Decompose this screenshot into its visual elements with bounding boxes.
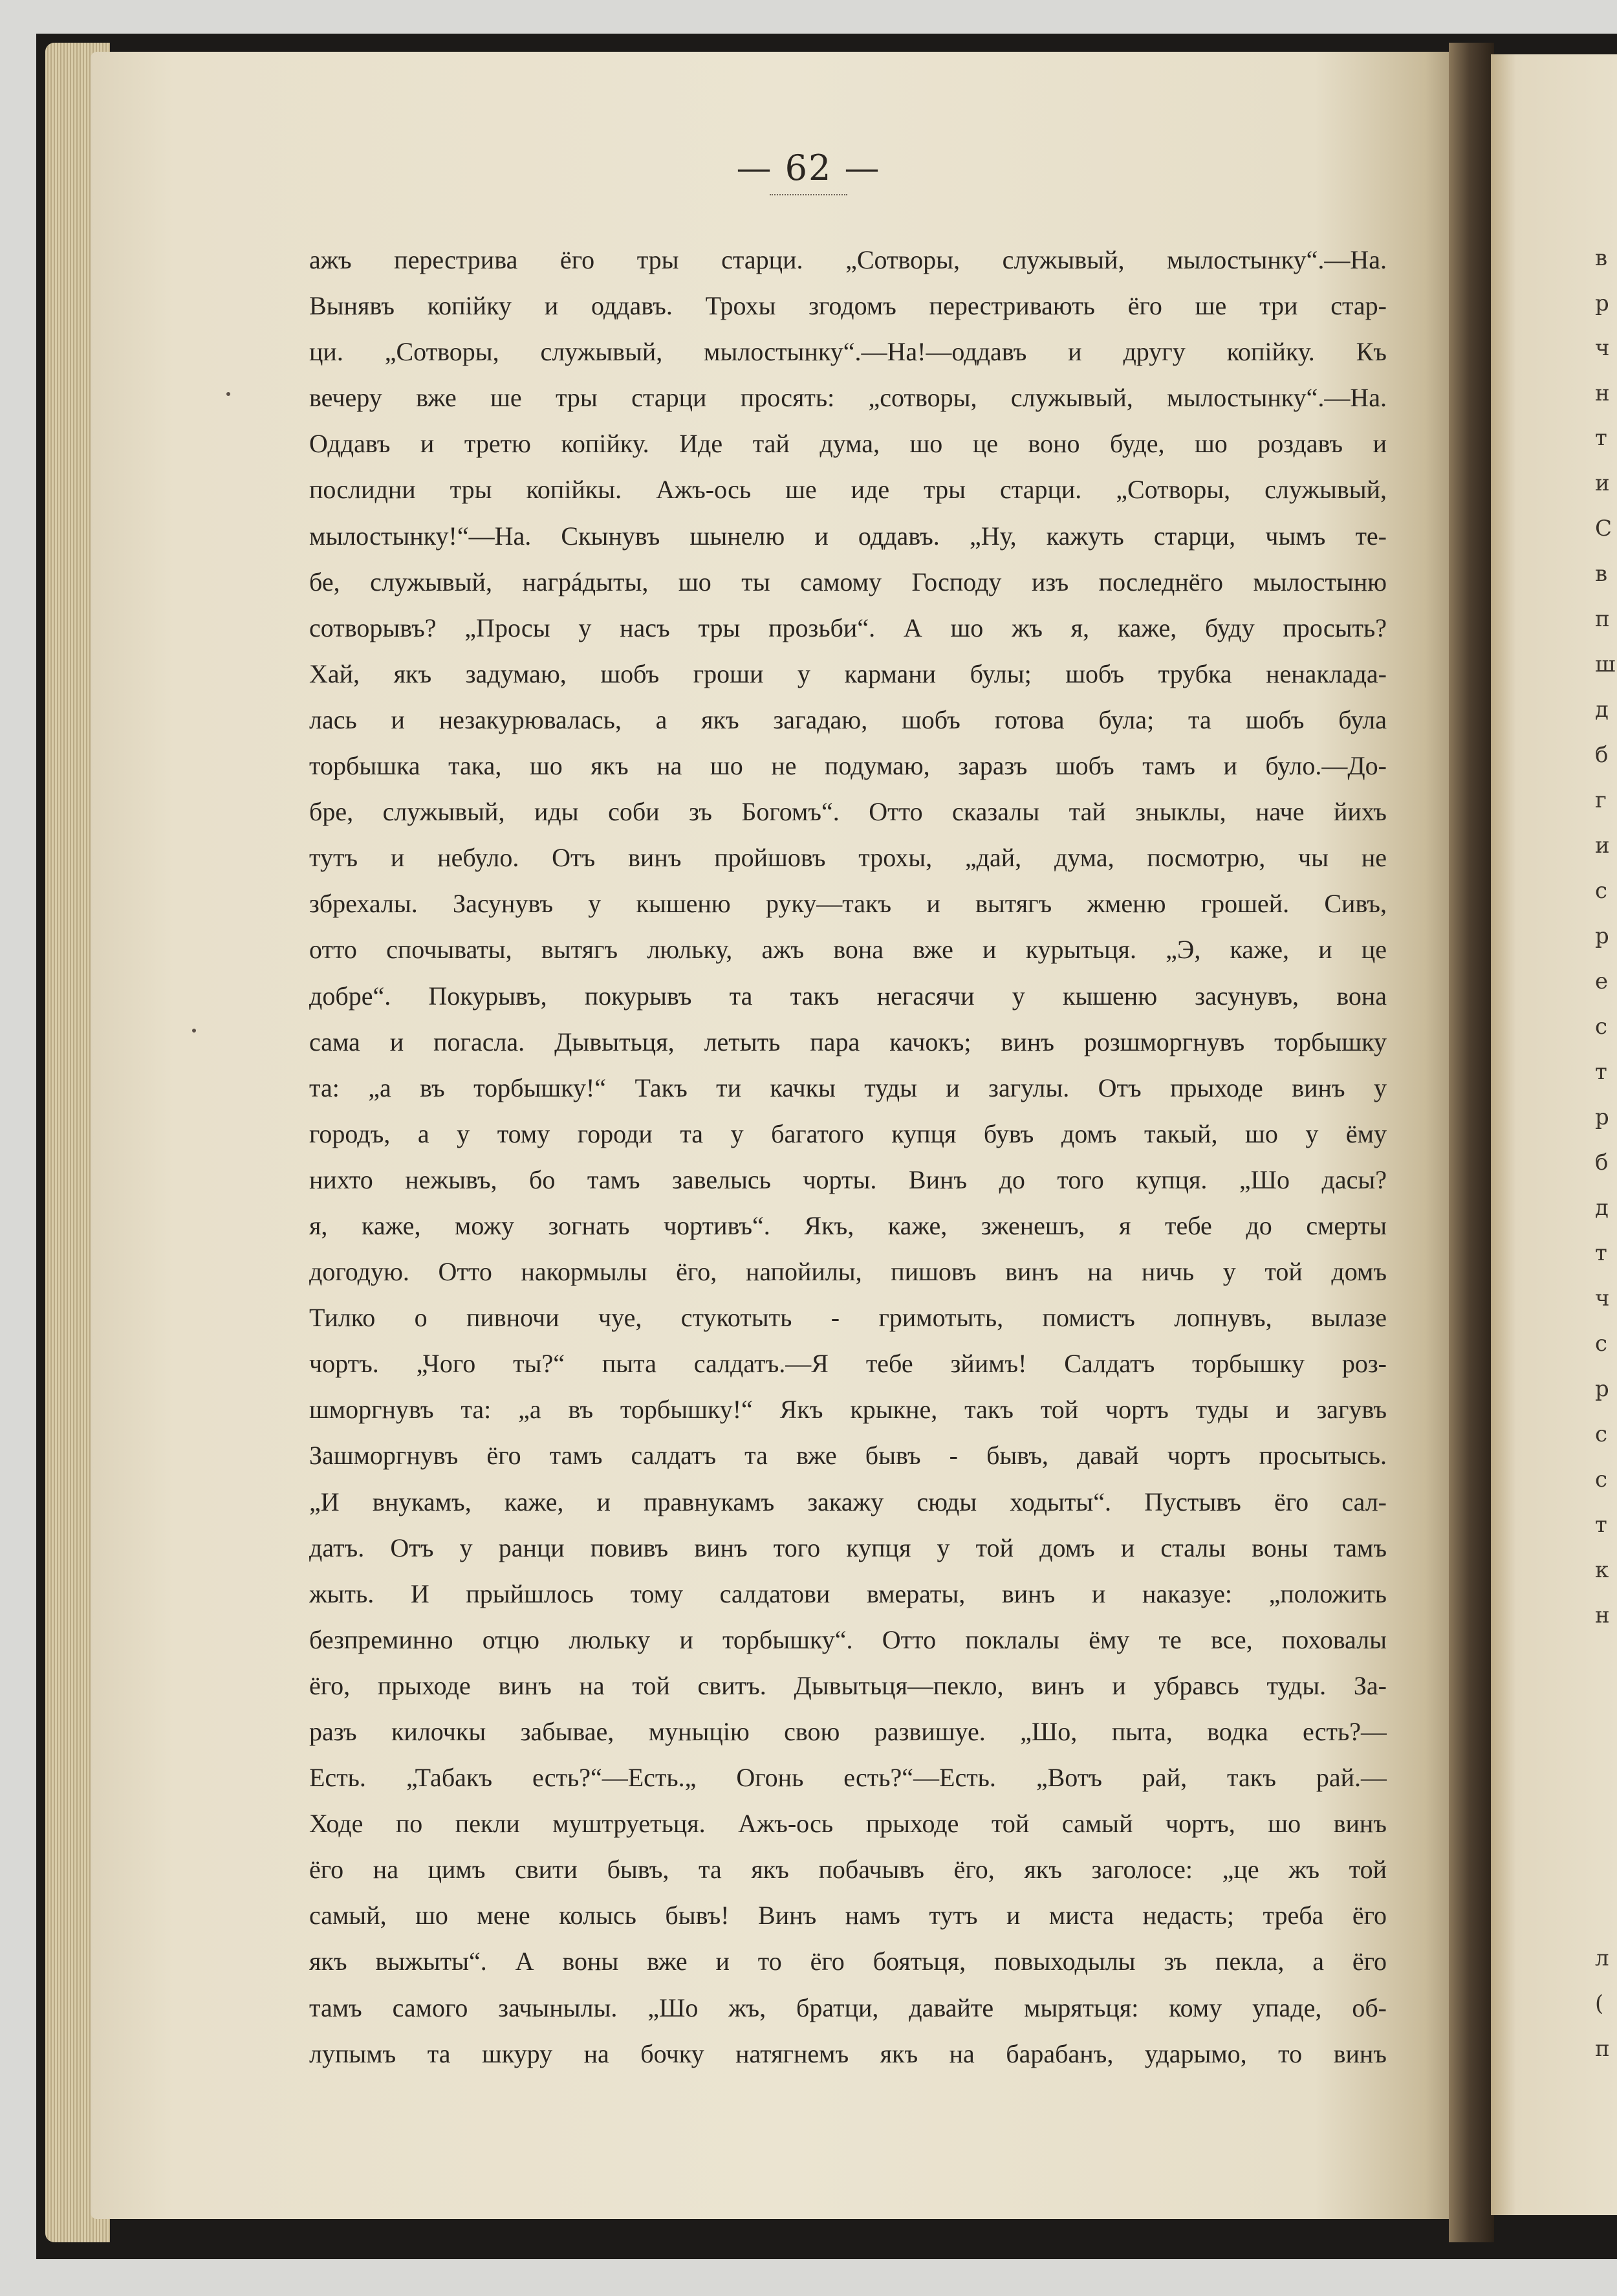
text-line: шморгнувъ та: „а въ торбышку!“ Якъ крыкне, такъ той чортъ туды и загувъ <box>309 1395 1387 1425</box>
text-line: мылостынку!“—На. Скынувъ шынелю и оддавъ. „Ну, кажуть старци, чымъ те- <box>309 521 1387 551</box>
text-line: безпреминно отцю люльку и торбышку“. Отто поклалы ёму те все, поховалы <box>309 1624 1387 1654</box>
text-line: Хай, якъ задумаю, шобъ гроши у кармани булы; шобъ трубка ненаклада- <box>309 659 1387 688</box>
facing-page-letter: и <box>1595 833 1610 858</box>
facing-page-letter: р <box>1595 1104 1609 1130</box>
text-line: Тилко о пивночи чуе, стукотыть - гримотыть, помистъ лопнувъ, вылазе <box>309 1303 1387 1333</box>
text-line: „И внукамъ, каже, и правнукамъ закажу сюды ходыты“. Пустывъ ёго сал- <box>309 1487 1387 1516</box>
facing-page-letter: н <box>1595 380 1610 406</box>
text-line: сама и погасла. Дывытьця, летыть пара качокъ; винъ розшморгнувъ торбышку <box>309 1027 1387 1056</box>
text-line: тамъ самого зачынылы. „Шо жъ, братци, давайте мырятьця: кому упаде, об- <box>309 1993 1387 2022</box>
facing-page-letter: н <box>1595 1602 1610 1628</box>
facing-page <box>1491 54 1617 2215</box>
facing-page-letter: т <box>1595 1512 1607 1538</box>
facing-page-letter: и <box>1595 470 1610 496</box>
facing-page-letter: с <box>1595 1331 1608 1357</box>
text-line: бе, служывый, нагрáдыты, шо ты самому Господу изъ последнёго мылостыню <box>309 567 1387 596</box>
text-line: отто спочываты, вытягъ люльку, ажъ вона вже и курытьця. „Э, каже, и це <box>309 935 1387 965</box>
text-line: лась и незакурювалась, а якъ загадаю, шобъ готова була; та шобъ була <box>309 705 1387 734</box>
text-line: Есть. „Табакъ есть?“—Есть.„ Огонь есть?“—Есть. „Вотъ рай, такъ рай.— <box>309 1763 1387 1793</box>
facing-page-letter: б <box>1595 742 1609 768</box>
facing-page-letter: р <box>1595 923 1609 949</box>
text-line: збрехалы. Засунувъ у кышеню руку—такъ и вытягъ жменю грошей. Сивъ, <box>309 889 1387 919</box>
text-line: я, каже, можу зогнать чортивъ“. Якъ, каже, зженешъ, я тебе до смерты <box>309 1210 1387 1240</box>
text-line: нихто нежывъ, бо тамъ завелысь чорты. Винъ до того купця. „Шо дасы? <box>309 1164 1387 1194</box>
facing-page-letter: ч <box>1595 1285 1610 1311</box>
text-line: тутъ и небуло. Отъ винъ пройшовъ трохы, „дай, дума, посмотрю, чы не <box>309 843 1387 873</box>
body-text <box>309 237 1387 2077</box>
facing-page-letter: р <box>1595 290 1609 316</box>
text-line: сотворывъ? „Просы у насъ тры прозьби“. А шо жъ я, каже, буду просыть? <box>309 613 1387 642</box>
facing-page-letter: с <box>1595 1014 1608 1040</box>
text-line: городъ, а у тому городи та у багатого купця бувъ домъ такый, шо у ёму <box>309 1119 1387 1148</box>
text-line: та: „а въ торбышку!“ Такъ ти качкы туды и загулы. Отъ прыходе винъ у <box>309 1073 1387 1102</box>
text-line: разъ килочкы забывае, муныцію свою развишуе. „Шо, пыта, водка есть?— <box>309 1717 1387 1746</box>
facing-page-letter: е <box>1595 968 1609 994</box>
text-line: Вынявъ копійку и оддавъ. Трохы згодомъ перестривають ёго ше три стар- <box>309 291 1387 321</box>
facing-page-letter: в <box>1595 561 1608 587</box>
facing-page-letter: ч <box>1595 335 1610 361</box>
book-gutter <box>1449 43 1494 2242</box>
text-line: Оддавъ и третю копійку. Иде тай дума, шо це воно буде, шо роздавъ и <box>309 429 1387 459</box>
facing-page-letter: п <box>1595 606 1610 632</box>
text-line: Ходе по пекли муштруетьця. Ажъ-ось прыходе той самый чортъ, шо винъ <box>309 1809 1387 1839</box>
facing-page-letter: п <box>1595 2036 1610 2062</box>
text-line: ёго на цимъ свити бывъ, та якъ побачывъ ёго, якъ заголосе: „це жъ той <box>309 1855 1387 1885</box>
facing-page-letter: л <box>1595 1945 1609 1971</box>
paper-speck <box>226 392 230 396</box>
facing-page-letter: б <box>1595 1150 1609 1175</box>
text-line: ци. „Сотворы, служывый, мылостынку“.—На!—оддавъ и другу копійку. Къ <box>309 337 1387 367</box>
facing-page-letter: с <box>1595 1421 1608 1447</box>
facing-page-letter: г <box>1595 787 1607 813</box>
page-number-ornament <box>770 194 847 197</box>
facing-page-letter: С <box>1595 516 1612 541</box>
text-line: торбышка така, шо якъ на шо не подумаю, заразъ шобъ тамъ и було.—До- <box>309 751 1387 781</box>
facing-page-letter: р <box>1595 1376 1609 1402</box>
facing-page-letter: т <box>1595 1059 1607 1085</box>
text-line: ажъ перестрива ёго тры старци. „Сотворы, служывый, мылостынку“.—На. <box>309 245 1387 274</box>
facing-page-letter: ш <box>1595 651 1616 677</box>
text-line: бре, служывый, иды соби зъ Богомъ“. Отто сказалы тай зныклы, наче йихъ <box>309 797 1387 827</box>
text-line: догодую. Отто накормылы ёго, напойилы, пишовъ винъ на ничь у той домъ <box>309 1257 1387 1287</box>
text-line: жыть. И прыйшлось тому салдатови вмераты, винъ и наказуе: „положить <box>309 1579 1387 1608</box>
text-line: самый, шо мене колысь бывъ! Винъ намъ тутъ и миста недасть; треба ёго <box>309 1901 1387 1930</box>
text-line: Зашморгнувъ ёго тамъ салдатъ та вже бывъ - бывъ, давай чортъ просытысь. <box>309 1441 1387 1471</box>
facing-page-letter: к <box>1595 1557 1609 1583</box>
text-line: датъ. Отъ у ранци повивъ винъ того купця у той домъ и сталы воны тамъ <box>309 1533 1387 1562</box>
text-line: лупымъ та шкуру на бочку натягнемъ якъ на барабанъ, ударымо, то винъ <box>309 2039 1387 2068</box>
text-line: чортъ. „Чого ты?“ пыта салдатъ.—Я тебе зйимъ! Салдатъ торбышку роз- <box>309 1349 1387 1379</box>
facing-page-letter: д <box>1595 1195 1609 1221</box>
paper-speck <box>192 1029 196 1033</box>
facing-page-letter: д <box>1595 697 1609 723</box>
text-line: послидни тры копійкы. Ажъ-ось ше иде тры старци. „Сотворы, служывый, <box>309 475 1387 505</box>
facing-page-letter: с <box>1595 1467 1608 1492</box>
facing-page-letter: т <box>1595 425 1607 451</box>
page-number: — 62 — <box>736 148 881 188</box>
facing-page-letter: т <box>1595 1240 1607 1266</box>
facing-page-letter: ( <box>1595 1991 1604 2017</box>
text-line: добре“. Покурывъ, покурывъ та такъ негасячи у кышеню засунувъ, вона <box>309 981 1387 1011</box>
text-line: вечеру вже ше тры старци просять: „сотворы, служывый, мылостынку“.—На. <box>309 383 1387 413</box>
facing-page-letter: с <box>1595 878 1608 904</box>
facing-page-letter: в <box>1595 245 1608 271</box>
text-line: якъ выжыты“. А воны вже и то ёго боятьця, повыходылы зъ пекла, а ёго <box>309 1947 1387 1976</box>
text-line: ёго, прыходе винъ на той свитъ. Дывытьця—пекло, винъ и убравсь туды. За- <box>309 1670 1387 1700</box>
